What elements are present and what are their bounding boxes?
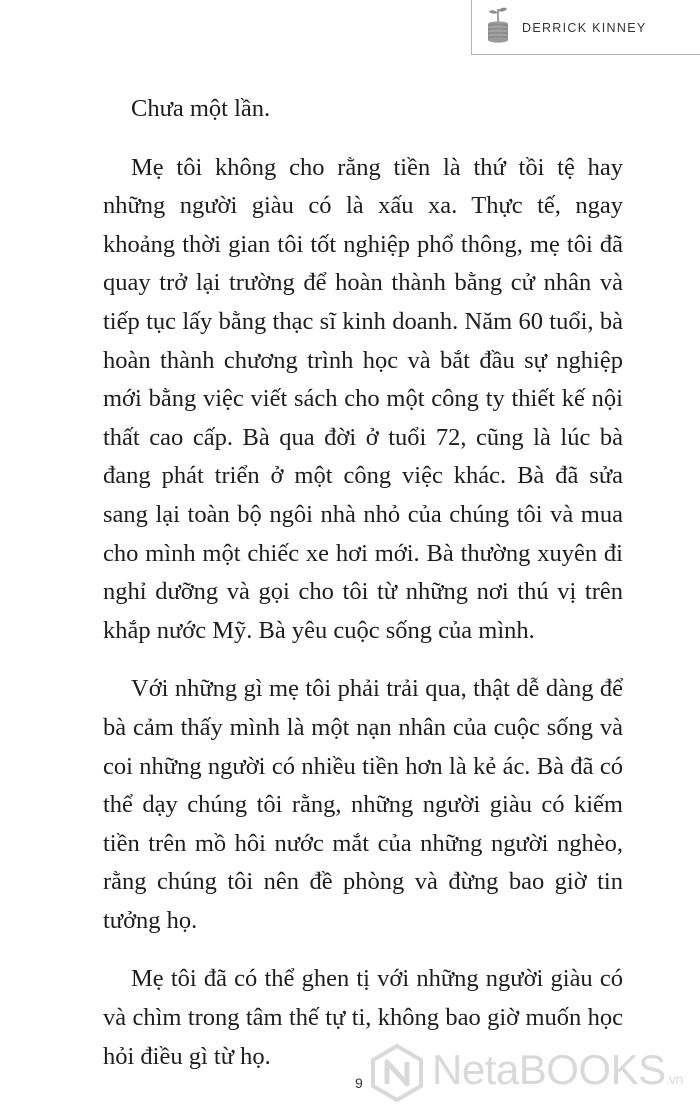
watermark-brand: NetaBOOKS (432, 1046, 666, 1093)
coin-stack-with-sprout-icon (483, 4, 513, 46)
page-number: 9 (355, 1075, 363, 1091)
watermark-text (432, 1046, 683, 1094)
watermark (368, 1038, 698, 1110)
netabooks-logo-icon (368, 1044, 426, 1102)
page-body (103, 90, 623, 1096)
watermark-suffix: .vn (665, 1071, 683, 1087)
paragraph: Chưa một lần. (131, 95, 271, 122)
running-header (470, 0, 700, 54)
author-name: DERRICK KINNEY (522, 21, 647, 35)
paragraph: Với những gì mẹ tôi phải trải qua, thật dễ dàng để bà cảm thấy mình là một nạn nhân của cuộc sống và coi những người có nhiều tiền hơn là kẻ ác. Bà đã có thể dạy chúng tôi rằng, những người giàu có kiếm tiền trên mồ hôi nước mắt của những người nghèo, rằng chúng tôi nên đề phòng và đừng bao giờ tin tưởng họ. (103, 675, 623, 934)
paragraph: Mẹ tôi không cho rằng tiền là thứ tồi tệ hay những người giàu có là xấu xa. Thực tế, ngay khoảng thời gian tôi tốt nghiệp phổ thông, mẹ tôi đã quay trở lại trường để hoàn thành bằng cử nhân và tiếp tục lấy bằng thạc sĩ kinh doanh. Năm 60 tuổi, bà hoàn thành chương trình học và bắt đầu sự nghiệp mới bằng việc viết sách cho một công ty thiết kế nội thất cao cấp. Bà qua đời ở tuổi 72, cũng là lúc bà đang phát triển ở một công việc khác. Bà đã sửa sang lại toàn bộ ngôi nhà nhỏ của chúng tôi và mua cho mình một chiếc xe hơi mới. Bà thường xuyên đi nghỉ dưỡng và gọi cho tôi từ những nơi thú vị trên khắp nước Mỹ. Bà yêu cuộc sống của mình. (103, 153, 623, 644)
paragraph: Mẹ tôi đã có thể ghen tị với những người giàu có và chìm trong tâm thế tự ti, không bao giờ muốn học hỏi điều gì từ họ. (103, 965, 623, 1070)
